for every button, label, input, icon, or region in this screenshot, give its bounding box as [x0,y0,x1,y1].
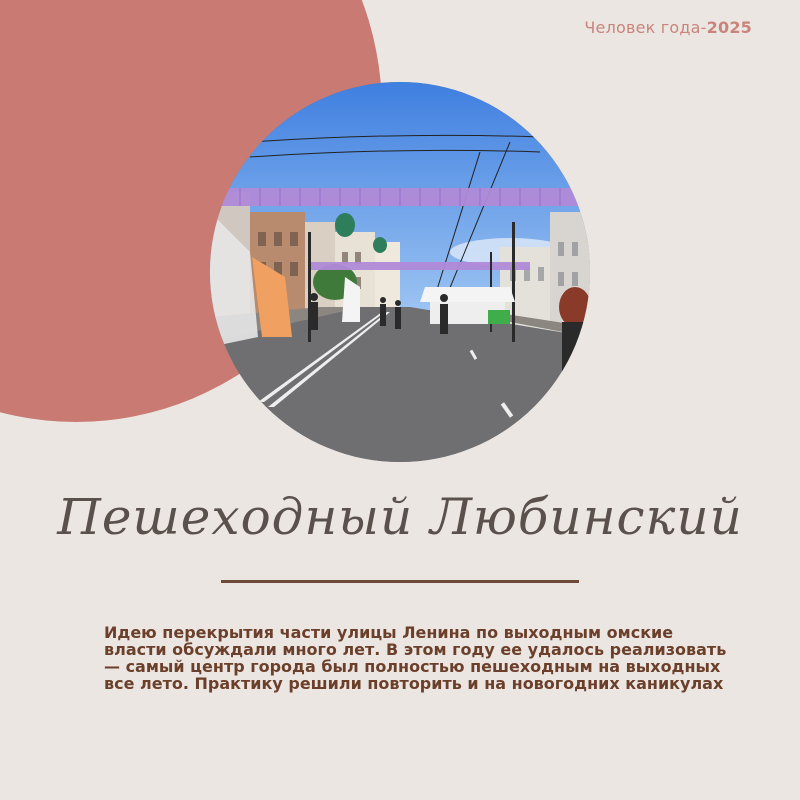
header-label [584,18,752,37]
body-paragraph [104,624,800,692]
body-line: все лето. Практику решили повторить и на новогодних каникулах [104,674,724,693]
body-line: — самый центр города был полностью пешеходным на выходных [104,657,721,676]
page-title: Пешеходный Любинский [57,488,743,546]
street-photo [210,82,590,462]
title-divider [221,580,579,583]
header-label-year: 2025 [706,18,752,37]
street-photo-illustration [210,82,590,462]
body-line: власти обсуждали много лет. В этом году ее удалось реализовать [104,640,727,659]
body-line: Идею перекрытия части улицы Ленина по выходным омские [104,623,674,642]
header-label-prefix: Человек года- [584,18,707,37]
